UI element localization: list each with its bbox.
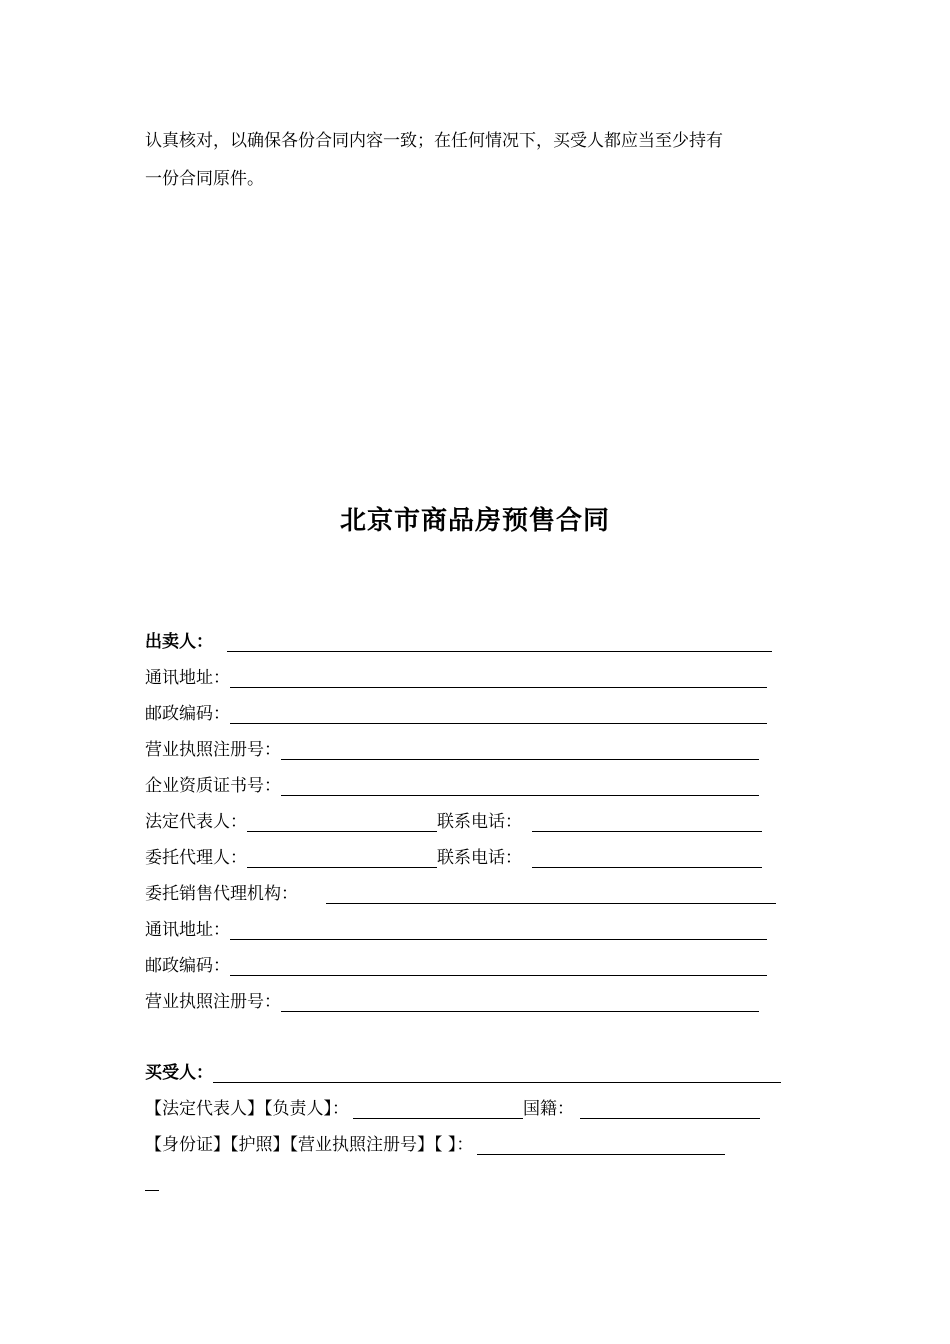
agent-phone-label: 联系电话： xyxy=(437,848,522,868)
seller-legal-rep-row xyxy=(145,804,762,832)
legal-rep-field[interactable] xyxy=(247,811,437,832)
seller-license-field[interactable] xyxy=(281,739,759,760)
agency-postcode-field[interactable] xyxy=(230,955,767,976)
legal-rep-label: 法定代表人： xyxy=(145,812,247,832)
agency-license-field[interactable] xyxy=(281,991,759,1012)
buyer-rep-field[interactable] xyxy=(353,1098,523,1119)
agent-phone-field[interactable] xyxy=(532,847,762,868)
agency-address-label: 通讯地址： xyxy=(145,920,230,940)
buyer-rep-label: 【法定代表人】【负责人】： xyxy=(145,1099,349,1119)
agency-postcode-row xyxy=(145,948,767,976)
buyer-id-row xyxy=(145,1127,725,1155)
agency-address-row xyxy=(145,912,767,940)
agency-license-label: 营业执照注册号： xyxy=(145,992,281,1012)
buyer-name-field[interactable] xyxy=(213,1062,781,1083)
agency-address-field[interactable] xyxy=(230,919,767,940)
seller-qualification-label: 企业资质证书号： xyxy=(145,776,281,796)
buyer-name-label: 买受人： xyxy=(145,1063,213,1083)
buyer-rep-row xyxy=(145,1091,760,1119)
seller-name-field[interactable] xyxy=(227,631,772,652)
seller-postcode-row xyxy=(145,696,767,724)
seller-address-field[interactable] xyxy=(230,667,767,688)
nationality-field[interactable] xyxy=(580,1098,760,1119)
nationality-label: 国籍： xyxy=(523,1099,574,1119)
seller-qualification-row xyxy=(145,768,759,796)
seller-address-row xyxy=(145,660,767,688)
buyer-id-continuation-row xyxy=(145,1163,159,1191)
intro-paragraph xyxy=(145,122,810,198)
intro-line-2: 一份合同原件。 xyxy=(145,169,264,189)
agency-postcode-label: 邮政编码： xyxy=(145,956,230,976)
seller-postcode-label: 邮政编码： xyxy=(145,704,230,724)
seller-name-label: 出卖人： xyxy=(145,632,213,652)
buyer-id-label: 【身份证】【护照】【营业执照注册号】【 】： xyxy=(145,1135,474,1155)
agency-license-row xyxy=(145,984,759,1012)
sales-agency-row xyxy=(145,876,776,904)
buyer-name-row xyxy=(145,1055,781,1083)
seller-license-label: 营业执照注册号： xyxy=(145,740,281,760)
legal-rep-phone-label: 联系电话： xyxy=(437,812,522,832)
seller-name-row xyxy=(145,624,772,652)
seller-address-label: 通讯地址： xyxy=(145,668,230,688)
seller-postcode-field[interactable] xyxy=(230,703,767,724)
intro-line-1: 认真核对，以确保各份合同内容一致；在任何情况下，买受人都应当至少持有 xyxy=(145,131,723,151)
sales-agency-label: 委托销售代理机构： xyxy=(145,884,298,904)
buyer-id-field[interactable] xyxy=(477,1134,725,1155)
agent-field[interactable] xyxy=(247,847,437,868)
page-title: 北京市商品房预售合同 xyxy=(339,506,610,536)
seller-agent-row xyxy=(145,840,762,868)
seller-qualification-field[interactable] xyxy=(281,775,759,796)
buyer-id-field-continuation[interactable] xyxy=(145,1170,159,1191)
agent-label: 委托代理人： xyxy=(145,848,247,868)
legal-rep-phone-field[interactable] xyxy=(532,811,762,832)
seller-license-row xyxy=(145,732,759,760)
sales-agency-field[interactable] xyxy=(326,883,776,904)
